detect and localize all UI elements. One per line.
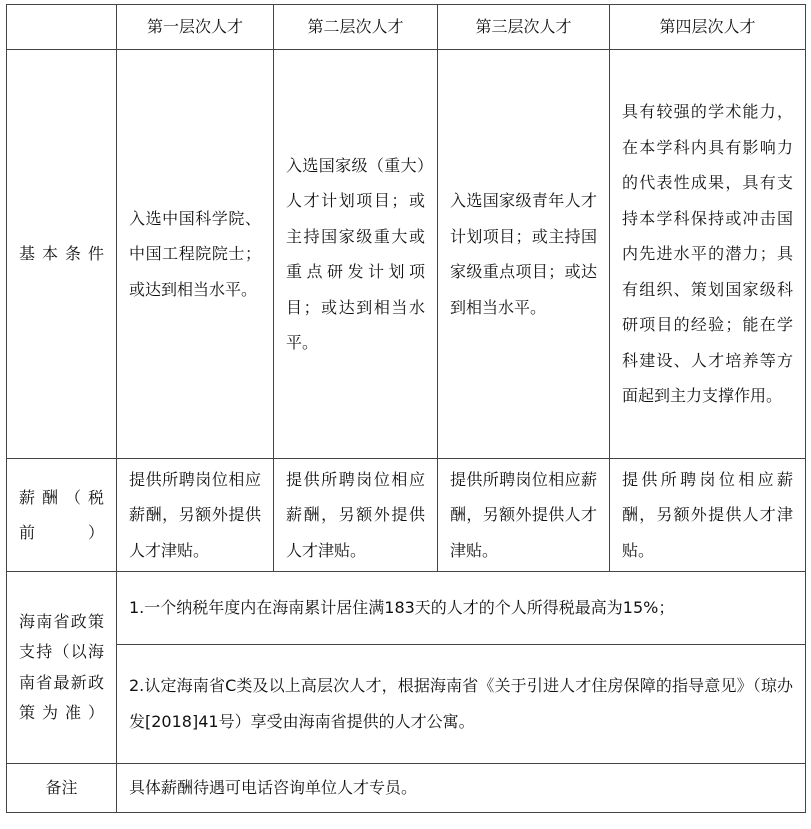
- header-tier-4: 第四层次人才: [610, 5, 806, 50]
- basic-conditions-tier-3: 入选国家级青年人才计划项目；或主持国家级重点项目；或达到相当水平。: [438, 50, 610, 459]
- salary-tier-1: 提供所聘岗位相应薪酬，另额外提供人才津贴。: [117, 459, 274, 572]
- header-tier-3: 第三层次人才: [438, 5, 610, 50]
- policy-item-2: 2.认定海南省C类及以上高层次人才，根据海南省《关于引进人才住房保障的指导意见》（琼办发[2018]41号）享受由海南省提供的人才公寓。: [117, 645, 806, 764]
- note-label: 备注: [7, 764, 117, 813]
- basic-conditions-label: 基本条件: [7, 50, 117, 459]
- basic-conditions-tier-2: 入选国家级（重大）人才计划项目；或主持国家级重大或重点研发计划项目；或达到相当水平。: [274, 50, 438, 459]
- salary-tier-3: 提供所聘岗位相应薪酬，另额外提供人才津贴。: [438, 459, 610, 572]
- policy-row-2: [7, 645, 806, 764]
- basic-conditions-tier-1: 入选中国科学院、中国工程院院士；或达到相当水平。: [117, 50, 274, 459]
- salary-row: [7, 459, 806, 572]
- header-tier-1: 第一层次人才: [117, 5, 274, 50]
- header-tier-2: 第二层次人才: [274, 5, 438, 50]
- note-text: 具体薪酬待遇可电话咨询单位人才专员。: [117, 764, 806, 813]
- salary-label: 薪酬（税前）: [7, 459, 117, 572]
- policy-row-1: [7, 572, 806, 645]
- salary-tier-4: 提供所聘岗位相应薪酬，另额外提供人才津贴。: [610, 459, 806, 572]
- basic-conditions-row: [7, 50, 806, 459]
- policy-item-1: 1.一个纳税年度内在海南累计居住满183天的人才的个人所得税最高为15%；: [117, 572, 806, 645]
- header-row: [7, 5, 806, 50]
- salary-tier-2: 提供所聘岗位相应薪酬，另额外提供人才津贴。: [274, 459, 438, 572]
- policy-support-label: 海南省政策支持（以海南省最新政策为准）: [7, 572, 117, 764]
- basic-conditions-tier-4: 具有较强的学术能力，在本学科内具有影响力的代表性成果，具有支持本学科保持或冲击国内先进水平的潜力；具有组织、策划国家级科研项目的经验；能在学科建设、人才培养等方面起到主力支撑作用。: [610, 50, 806, 459]
- note-row: [7, 764, 806, 813]
- header-blank-cell: [7, 5, 117, 50]
- talent-tier-table: [6, 4, 806, 813]
